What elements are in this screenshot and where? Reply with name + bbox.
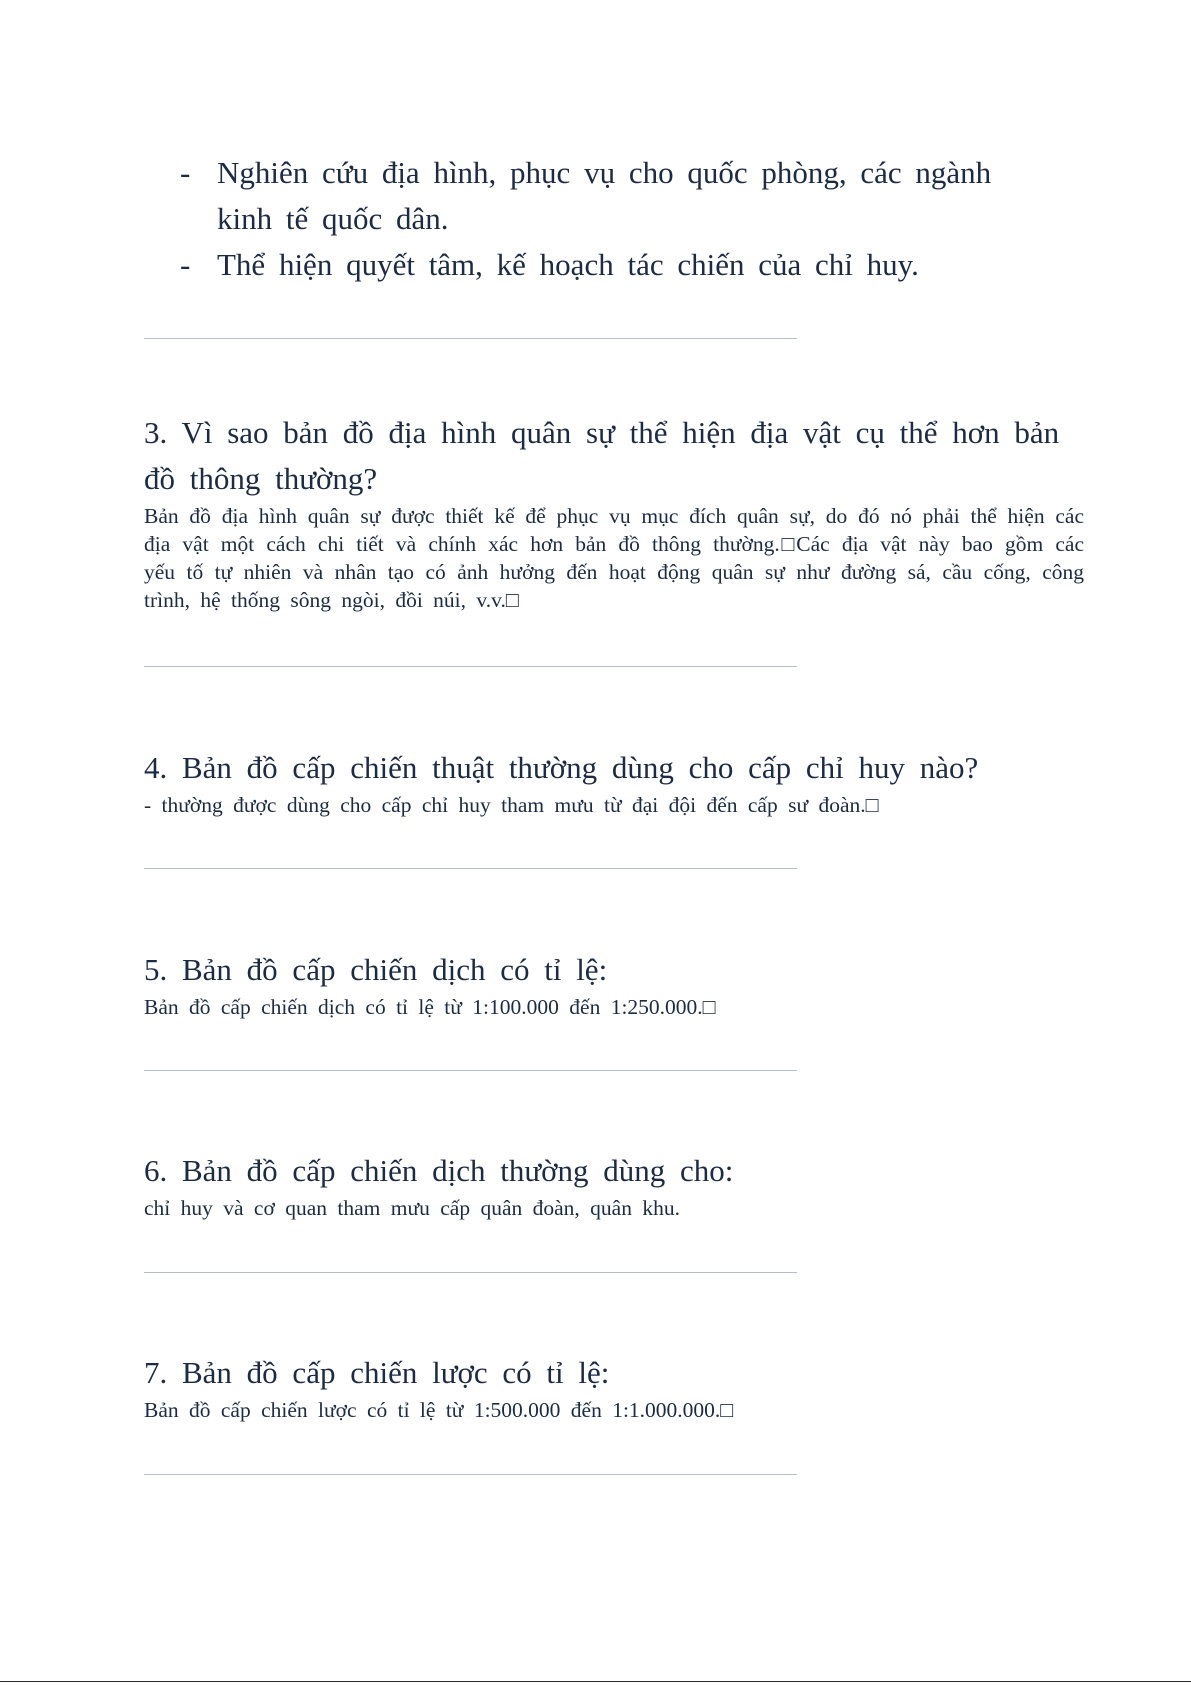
question-6 <box>144 1148 1104 1222</box>
question-5 <box>144 947 1104 1021</box>
question-answer: Bản đồ cấp chiến dịch có tỉ lệ từ 1:100.000 đến 1:250.000.□ <box>144 995 716 1019</box>
divider-line <box>144 666 797 667</box>
question-answer: - thường được dùng cho cấp chỉ huy tham mưu từ đại đội đến cấp sư đoàn.□ <box>144 793 879 817</box>
bullet-item <box>180 242 1020 288</box>
divider-line <box>144 1272 797 1273</box>
bullet-dash: - <box>180 247 191 282</box>
divider-line <box>144 868 797 869</box>
question-answer: chỉ huy và cơ quan tham mưu cấp quân đoàn, quân khu. <box>144 1196 680 1220</box>
bullet-list <box>180 150 1020 288</box>
question-3 <box>144 410 1104 614</box>
bullet-text: Thể hiện quyết tâm, kế hoạch tác chiến của chỉ huy. <box>217 247 919 282</box>
bullet-dash: - <box>180 155 191 190</box>
question-title: 4. Bản đồ cấp chiến thuật thường dùng cho cấp chỉ huy nào? <box>144 750 979 785</box>
bullet-item <box>180 150 1020 242</box>
bullet-text: Nghiên cứu địa hình, phục vụ cho quốc phòng, các ngành kinh tế quốc dân. <box>217 155 992 236</box>
question-7 <box>144 1350 1104 1424</box>
page-bottom-rule <box>0 1681 1191 1682</box>
question-answer: Bản đồ cấp chiến lược có tỉ lệ từ 1:500.000 đến 1:1.000.000.□ <box>144 1398 734 1422</box>
question-title: 7. Bản đồ cấp chiến lược có tỉ lệ: <box>144 1355 610 1390</box>
question-title: 6. Bản đồ cấp chiến dịch thường dùng cho: <box>144 1153 734 1188</box>
divider-line <box>144 338 797 339</box>
question-title: 5. Bản đồ cấp chiến dịch có tỉ lệ: <box>144 952 608 987</box>
divider-line <box>144 1070 797 1071</box>
question-title: 3. Vì sao bản đồ địa hình quân sự thể hiện địa vật cụ thể hơn bản đồ thông thường? <box>144 415 1060 496</box>
divider-line <box>144 1474 797 1475</box>
question-4 <box>144 745 1104 819</box>
question-answer: Bản đồ địa hình quân sự được thiết kế để phục vụ mục đích quân sự, do đó nó phải thể hiện các địa vật một cách chi tiết và chính xác hơn bản đồ thông thường.□Các địa vật này bao gồm các yếu tố tự nhiên và nhân tạo có ảnh hưởng đến hoạt động quân sự như đường sá, cầu cống, công trình, hệ thống sông ngòi, đồi núi, v.v.□ <box>144 504 1084 612</box>
